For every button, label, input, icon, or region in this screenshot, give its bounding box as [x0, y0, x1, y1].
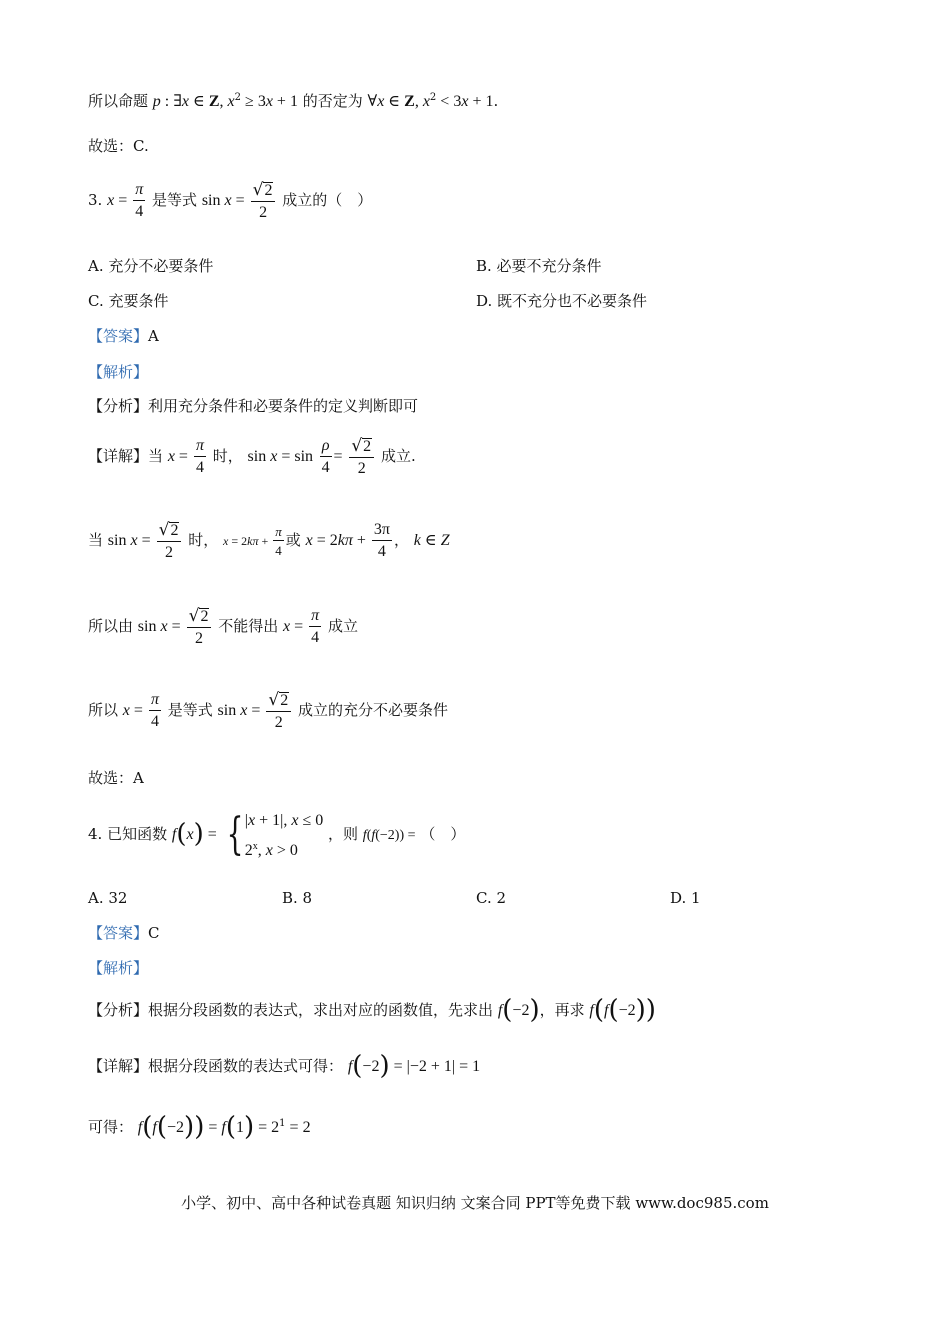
q4-option-a[interactable]: A. 32 — [88, 889, 128, 907]
fraction-sqrt2-2: √ 2 2 — [251, 182, 276, 221]
q4-option-d[interactable]: D. 1 — [670, 889, 701, 907]
q4-detail-1: 【详解】根据分段函数的表达式可得： f(−2) = |−2 + 1| = 1 — [88, 1051, 481, 1081]
choose-line-q2: 故选：C. — [88, 137, 149, 155]
q3-fenxi: 【分析】利用充分条件和必要条件的定义判断即可 — [88, 397, 419, 415]
q4-fenxi: 【分析】根据分段函数的表达式，求出对应的函数值，先求出 f(−2)，再求 f(f(−2)) — [88, 995, 656, 1025]
q4-answer: 【答案】C — [88, 924, 160, 942]
q3-option-b[interactable]: B. 必要不充分条件 — [476, 257, 602, 275]
q3-option-d[interactable]: D. 既不充分也不必要条件 — [476, 292, 648, 310]
fraction-pi-4: $\frac{\pi}{4}$ — [135, 181, 144, 220]
proposition-p: p — [152, 93, 161, 110]
q3-analysis-tag: 【解析】 — [88, 363, 149, 381]
negation-formula: ∀ — [367, 93, 378, 110]
q4-option-c[interactable]: C. 2 — [476, 889, 507, 907]
q3-answer: 【答案】A — [88, 327, 159, 345]
question-4: 4. 已知函数 f(x) = { |x + 1|, x ≤ 0 2$^x$, x > 0 ，则 f(f(−2)) = （ ） — [88, 806, 465, 864]
q4-analysis-tag: 【解析】 — [88, 959, 149, 977]
q3-option-c[interactable]: C. 充要条件 — [88, 292, 169, 310]
q3-detail-3: 所以由 sin x = √ 2 2 不能得出 x = $\frac{\pi}{4}$ 成立 — [88, 605, 358, 647]
q3-detail-1: 【详解】当 x = $\frac{\pi}{4}$ 时， sin x = sin $\frac{\rho}{4}$ = √ 2 2 成立. — [88, 435, 416, 477]
q3-detail-4: 所以 x = $\frac{\pi}{4}$ 是等式 sin x = √ 2 2 成立的充分不必要条件 — [88, 689, 448, 731]
piecewise-function: { |x + 1|, x ≤ 0 2$^x$, x > 0 — [226, 809, 324, 860]
q3-detail-2: 当 sin x = √ 2 2 时， x = 2kπ + $\frac{\pi}{4}$ 或 x = 2kπ + $\frac{3\pi}{4}$ ， k ∈ Z — [88, 519, 450, 561]
negation-line: 所以命题 p : ∃x ∈ Z, $x^2 \ge 3x + 1$ 的否定为 ∀x ∈ Z, $x^2 < 3x + 1$. — [88, 92, 499, 110]
q3-option-a[interactable]: A. 充分不必要条件 — [88, 257, 214, 275]
q3-choose: 故选：A — [88, 769, 144, 787]
q4-option-b[interactable]: B. 8 — [282, 889, 313, 907]
footer-text: 小学、初中、高中各种试卷真题 知识归纳 文案合同 PPT等免费下载 www.doc985.com — [181, 1194, 769, 1212]
q4-detail-2: 可得： $f(f(-2)) = f(1) = 2^1 = 2$ — [88, 1112, 311, 1142]
question-3: 3. x = $\frac{\pi}{4}$ 是等式 sin x = √ 2 2 成立的（ ） — [88, 179, 373, 221]
